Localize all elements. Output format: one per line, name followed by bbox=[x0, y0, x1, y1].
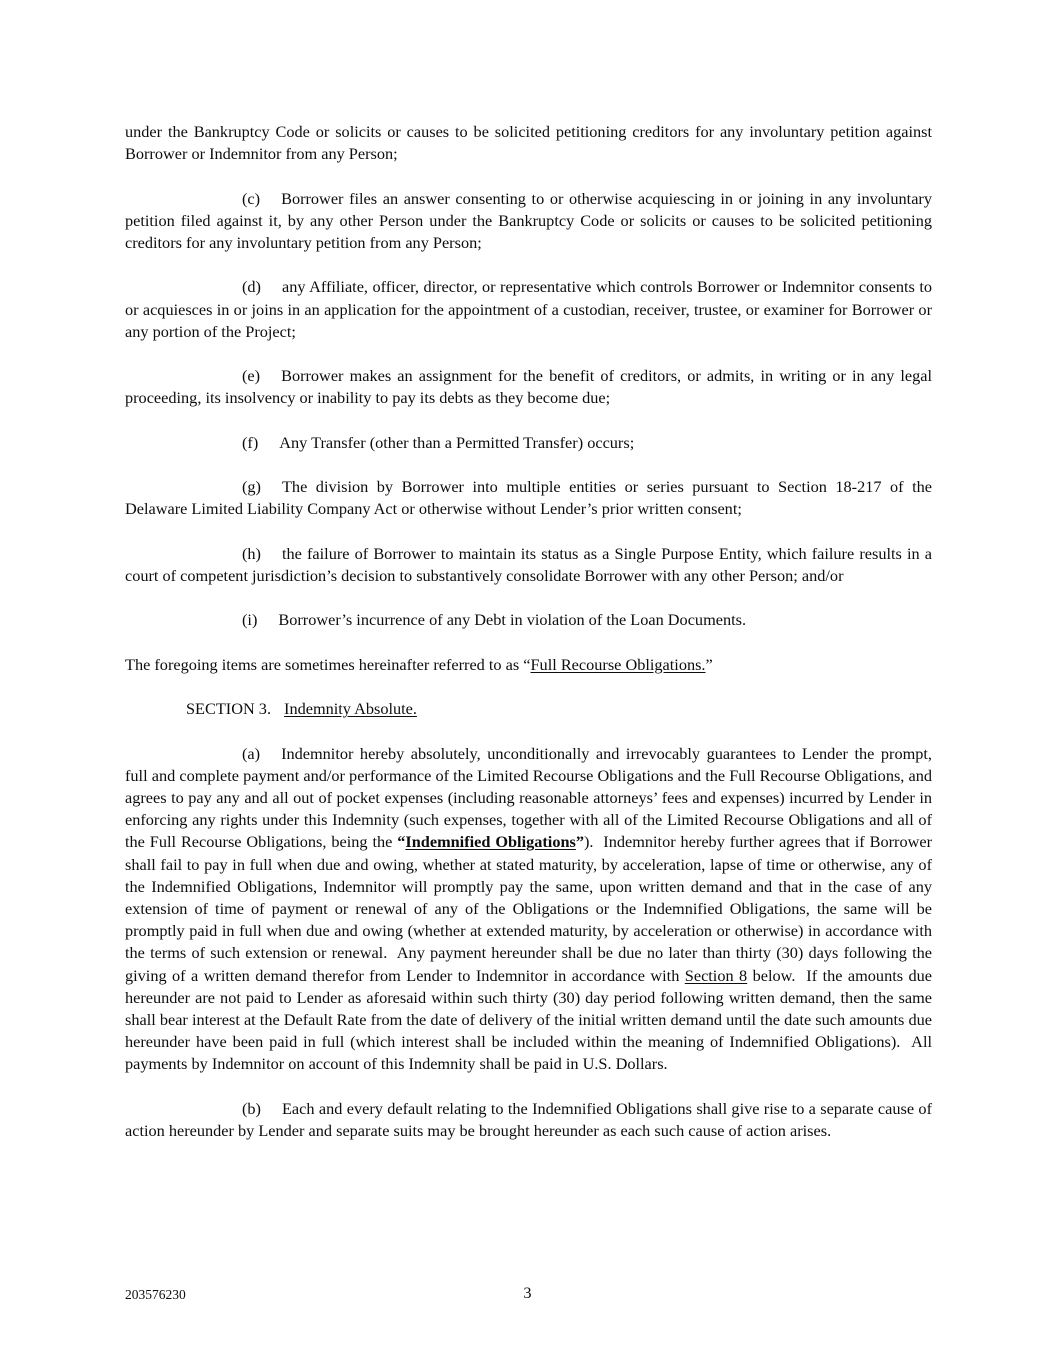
list-item-label: (e) bbox=[242, 366, 261, 386]
section-label: SECTION 3. bbox=[186, 699, 272, 719]
text-run: Borrower files an answer consenting to or otherwise acquiescing in or joining in any involuntary petition filed against it, by any other Person under the Bankruptcy Code or solicits or causes to be solicited petitioning creditors for any involuntary petition from any Person; bbox=[125, 188, 932, 252]
list-item-label: (c) bbox=[242, 188, 261, 208]
paragraph bbox=[125, 476, 932, 520]
paragraph bbox=[125, 276, 932, 343]
paragraph bbox=[125, 432, 932, 454]
text-run: any Affiliate, officer, director, or representative which controls Borrower or Indemnitor consents to or acquiesces in or joins in an application for the appointment of a custodian, receiver, trustee, or examiner for Borrower or any portion of the Project; bbox=[125, 277, 932, 341]
list-item-label: (a) bbox=[242, 743, 261, 763]
text-run: The division by Borrower into multiple entities or series pursuant to Section 18-217 of the Delaware Limited Liability Company Act or otherwise without Lender’s prior written consent; bbox=[125, 477, 932, 519]
page-footer bbox=[0, 1282, 1055, 1304]
text-run: Each and every default relating to the Indemnified Obligations shall give rise to a separate cause of action hereunder by Lender and separate suits may be brought hereunder as each such cause of action arises. bbox=[125, 1098, 932, 1140]
text-run: Indemnitor hereby absolutely, unconditionally and irrevocably guarantees to Lender the prompt, full and complete payment and/or performance of the Limited Recourse Obligations and the Full Recourse Obligations, and agrees to pay any and all out of pocket expenses (including reasonable attorneys’ fees and expenses) incurred by Lender in enforcing any rights under this Indemnity (such expenses, together with all of the Limited Recourse Obligations and all of the Full Recourse Obligations, being the bbox=[125, 743, 932, 852]
paragraph bbox=[125, 654, 932, 676]
text-run: ” bbox=[575, 832, 584, 852]
list-item-label: (d) bbox=[242, 277, 261, 297]
paragraph bbox=[125, 121, 932, 165]
text-run: Indemnified Obligations bbox=[405, 832, 576, 852]
list-item-label: (b) bbox=[242, 1098, 261, 1118]
document-number: 203576230 bbox=[125, 1287, 186, 1302]
text-run: Borrower makes an assignment for the benefit of creditors, or admits, in writing or in any legal proceeding, its insolvency or inability to pay its debts as they become due; bbox=[125, 366, 932, 408]
text-run: under the Bankruptcy Code or solicits or causes to be solicited petitioning creditors for any involuntary petition against Borrower or Indemnitor from any Person; bbox=[125, 122, 932, 164]
text-run: the failure of Borrower to maintain its status as a Single Purpose Entity, which failure results in a court of competent jurisdiction’s decision to substantively consolidate Borrower with any other Person; and/or bbox=[125, 543, 932, 585]
text-run: Indemnity Absolute. bbox=[284, 699, 417, 719]
paragraph bbox=[125, 188, 932, 255]
text-run: below. If the amounts due hereunder are not paid to Lender as aforesaid within such thirty (30) day period following written demand, then the same shall bear interest at the Default Rate from the date of delivery of the initial written demand until the date such amounts due hereunder have been paid in full (which interest shall be included within the meaning of Indemnified Obligations). All payments by Indemnitor on account of this Indemnity shall be paid in U.S. Dollars. bbox=[125, 965, 933, 1074]
list-item-label: (h) bbox=[242, 543, 261, 563]
text-run: Full Recourse Obligations. bbox=[530, 654, 706, 674]
text-run: Section 8 bbox=[684, 965, 748, 985]
text-run: Borrower’s incurrence of any Debt in violation of the Loan Documents. bbox=[278, 610, 747, 630]
document-body bbox=[125, 121, 932, 1164]
text-run: “ bbox=[397, 832, 406, 852]
text-run: ” bbox=[705, 654, 713, 674]
paragraph bbox=[125, 743, 932, 1076]
list-item-label: (f) bbox=[242, 432, 259, 452]
paragraph bbox=[125, 365, 932, 409]
text-run: Any Transfer (other than a Permitted Transfer) occurs; bbox=[279, 432, 635, 452]
paragraph bbox=[125, 609, 932, 631]
list-item-label: (g) bbox=[242, 477, 261, 497]
page-number: 3 bbox=[523, 1283, 532, 1302]
paragraph bbox=[125, 1098, 932, 1142]
text-run: ). Indemnitor hereby further agrees that if Borrower shall fail to pay in full when due and owing, whether at stated maturity, by acceleration, lapse of time or otherwise, any of the Indemnified Obligations, Indemnitor will promptly pay the same, upon written demand and that in the case of any extension of time of payment or renewal of any of the Obligations or the Indemnified Obligations, the same will be promptly paid in full when due and owing (whether at extended maturity, by acceleration or otherwise) in accordance with the terms of such extension or renewal. Any payment hereunder shall be due no later than thirty (30) days following the giving of a written demand therefor from Lender to Indemnitor in accordance with bbox=[125, 832, 932, 985]
text-run: The foregoing items are sometimes hereinafter referred to as “ bbox=[125, 654, 531, 674]
paragraph bbox=[125, 698, 932, 720]
paragraph bbox=[125, 543, 932, 587]
list-item-label: (i) bbox=[242, 610, 258, 630]
